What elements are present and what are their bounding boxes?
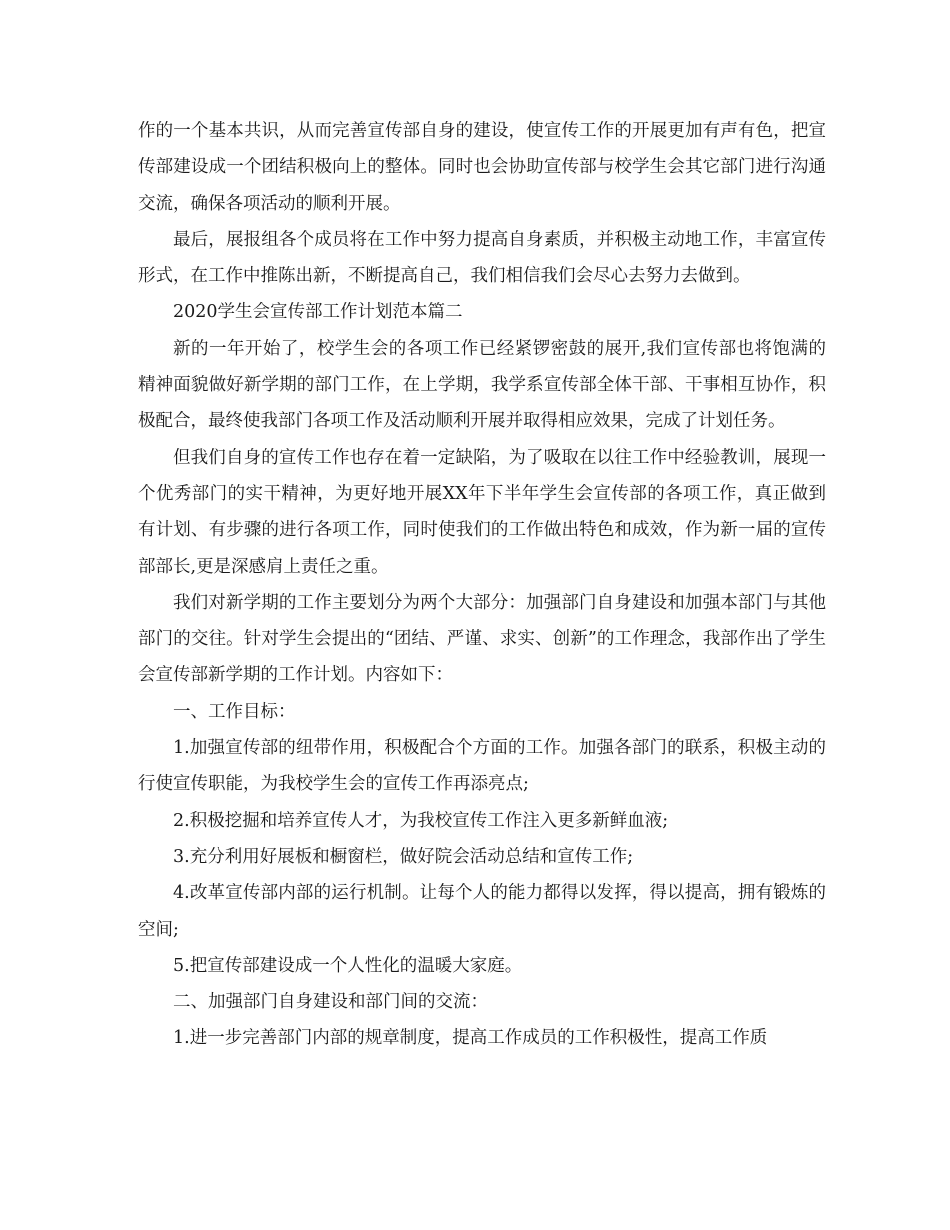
list-item: 5.把宣传部建设成一个人性化的温暖大家庭。 [173, 955, 523, 976]
paragraph: 新的一年开始了，校学生会的各项工作已经紧锣密鼓的展开,我们宣传部也将饱满的精神面貌做好新学期的部门工作，在上学期，我学系宣传部全体干部、干事相互协作，积极配合，最终使我部门各项工作及活动顺利开展并取得相应效果，完成了计划任务。 [138, 338, 826, 432]
document-body [138, 113, 826, 1057]
section-heading: 一、工作目标： [173, 701, 296, 722]
section-heading: 二、加强部门自身建设和部门间的交流： [173, 992, 488, 1013]
list-item: 3.充分利用好展板和橱窗栏，做好院会活动总结和宣传工作; [173, 846, 634, 867]
list-item: 2.积极挖掘和培养宣传人才，为我校宣传工作注入更多新鲜血液; [173, 810, 669, 831]
paragraph: 最后，展报组各个成员将在工作中努力提高自身素质，并积极主动地工作，丰富宣传形式，在工作中推陈出新，不断提高自己，我们相信我们会尽心去努力去做到。 [138, 229, 826, 287]
list-item: 1.加强宣传部的纽带作用，积极配合个方面的工作。加强各部门的联系，积极主动的行使宣传职能，为我校学生会的宣传工作再添亮点; [138, 738, 826, 795]
paragraph: 但我们自身的宣传工作也存在着一定缺陷，为了吸取在以往工作中经验教训，展现一个优秀部门的实干精神，为更好地开展XX年下半年学生会宣传部的各项工作，真正做到有计划、有步骤的进行各项工作，同时使我们的工作做出特色和成效，作为新一届的宣传部部长,更是深感肩上责任之重。 [138, 447, 826, 577]
paragraph: 我们对新学期的工作主要划分为两个大部分：加强部门自身建设和加强本部门与其他部门的交往。针对学生会提出的“团结、严谨、求实、创新”的工作理念，我部作出了学生会宣传部新学期的工作计划。内容如下： [138, 592, 826, 686]
paragraph: 作的一个基本共识，从而完善宣传部自身的建设，使宣传工作的开展更加有声有色，把宣传部建设成一个团结积极向上的整体。同时也会协助宣传部与校学生会其它部门进行沟通交流，确保各项活动的顺利开展。 [138, 121, 826, 214]
section-heading: 2020学生会宣传部工作计划范本篇二 [173, 302, 463, 323]
list-item: 1.进一步完善部门内部的规章制度，提高工作成员的工作积极性，提高工作质 [173, 1028, 768, 1049]
list-item: 4.改革宣传部内部的运行机制。让每个人的能力都得以发挥，得以提高，拥有锻炼的空间; [138, 883, 826, 940]
